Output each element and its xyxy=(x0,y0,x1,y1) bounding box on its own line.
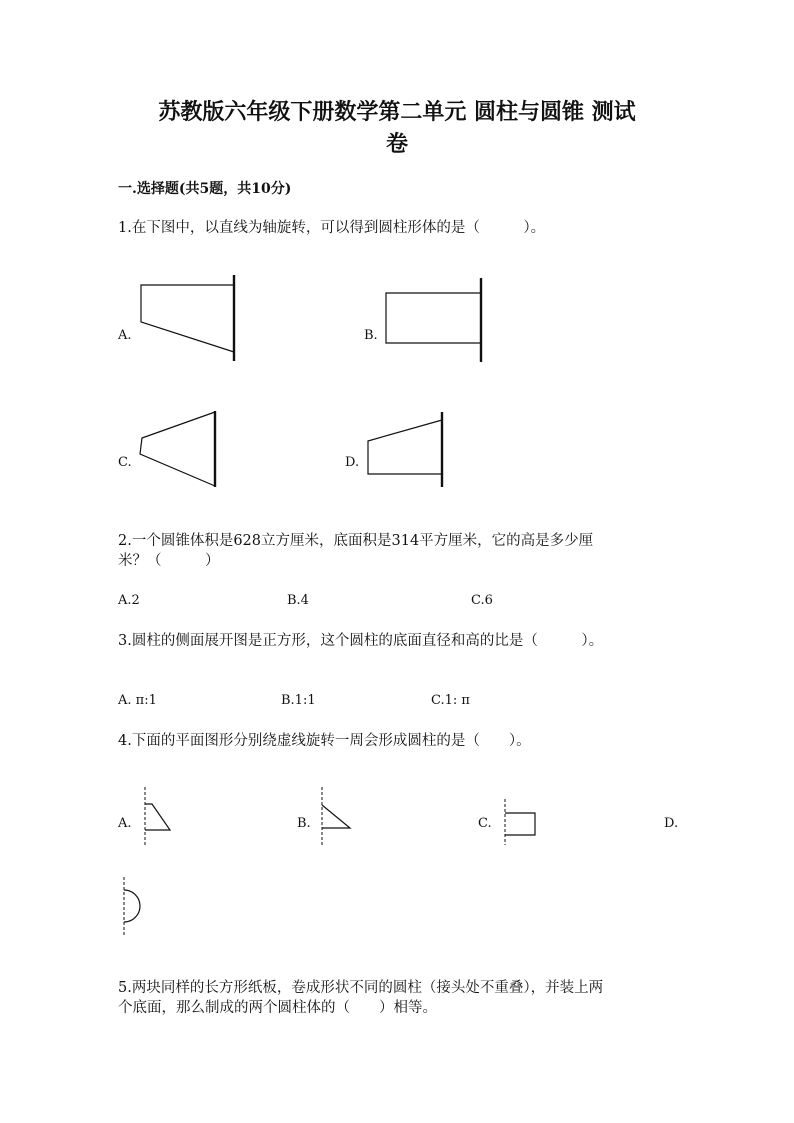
q1-option-a-label: A. xyxy=(118,328,132,343)
q1-option-c-label: C. xyxy=(118,455,132,470)
q3-option-c: C.1: π xyxy=(431,693,470,708)
q4-option-b-label: B. xyxy=(297,816,311,831)
q4-figure-b xyxy=(318,785,354,849)
title-line-1: 苏教版六年级下册数学第二单元 圆柱与圆锥 测试 xyxy=(158,99,636,125)
page-title xyxy=(0,96,794,160)
q2-option-b: B.4 xyxy=(287,593,309,608)
q3-option-a: A. π:1 xyxy=(118,693,157,708)
q3-option-b: B.1:1 xyxy=(281,693,316,708)
title-line-2: 卷 xyxy=(385,131,408,157)
question-5-line-1: 5.两块同样的长方形纸板，卷成形状不同的圆柱（接头处不重叠），并装上两 xyxy=(118,980,604,996)
question-2-line-1: 2.一个圆锥体积是628立方厘米，底面积是314平方厘米，它的高是多少厘 xyxy=(118,533,594,549)
q1-option-d-label: D. xyxy=(345,455,360,470)
q4-option-a-label: A. xyxy=(118,816,132,831)
q1-figure-d xyxy=(365,410,445,490)
question-1-text: 1.在下图中，以直线为轴旋转，可以得到圆柱形体的是（ ）。 xyxy=(118,220,546,236)
q4-figure-a xyxy=(140,785,174,849)
q4-option-c-label: C. xyxy=(478,816,492,831)
q4-figure-c xyxy=(502,797,538,847)
question-4-text: 4.下面的平面图形分别绕虚线旋转一周会形成圆柱的是（ ）。 xyxy=(118,733,531,749)
q1-figure-b xyxy=(383,276,485,366)
q4-figure-d xyxy=(120,875,150,937)
q1-figure-a xyxy=(138,272,238,364)
q2-option-a: A.2 xyxy=(118,593,140,608)
question-2-line-2: 米？（ ） xyxy=(118,553,220,569)
question-3-text: 3.圆柱的侧面展开图是正方形，这个圆柱的底面直径和高的比是（ ）。 xyxy=(118,633,604,649)
q2-option-c: C.6 xyxy=(471,593,493,608)
q4-option-d-label: D. xyxy=(664,816,679,831)
question-5-line-2: 个底面，那么制成的两个圆柱体的（ ）相等。 xyxy=(118,1000,437,1016)
section-heading: 一.选择题(共5题，共10分) xyxy=(118,181,292,197)
q1-option-b-label: B. xyxy=(364,328,378,343)
q1-figure-c xyxy=(137,408,219,490)
